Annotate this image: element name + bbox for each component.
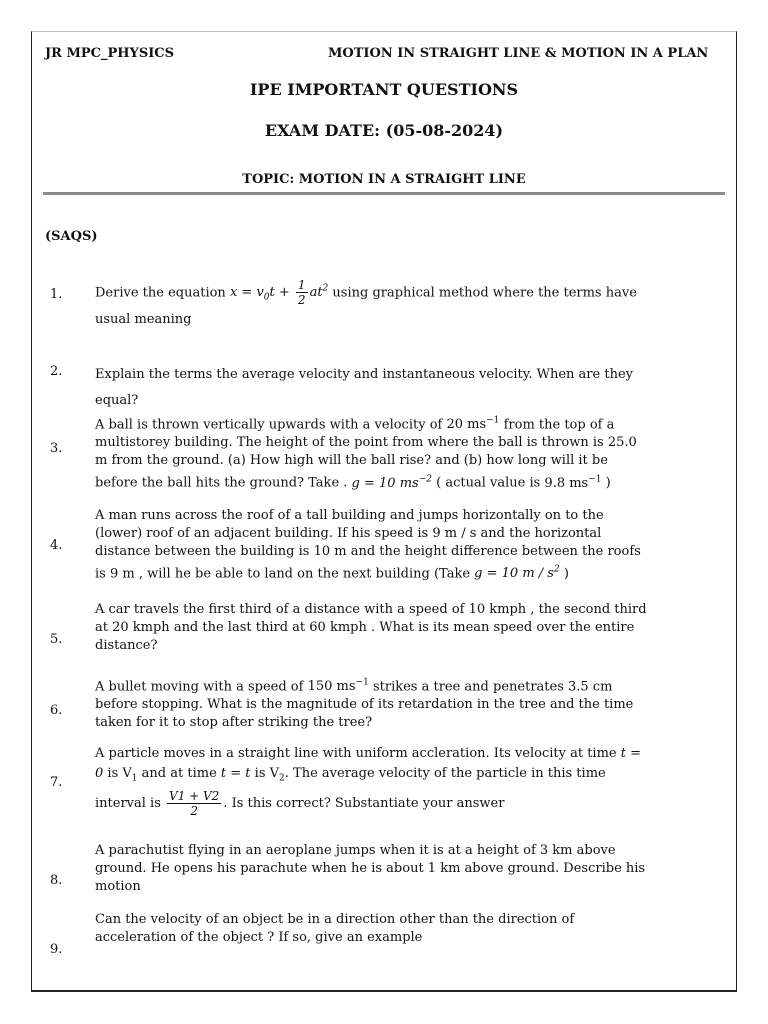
q7-text-d: is (254, 766, 266, 781)
question-text: Can the velocity of an object be in a direction other than the direction of acceleration of the object ? If so, give an example (95, 912, 575, 945)
question-text: A car travels the first third of a distance with a speed of 10 kmph , the second third at 20 kmph and the last third at 60 kmph . What is its mean speed over the entire distance? (95, 602, 647, 653)
q3-g-actual: 9.8 $ms^{-1}$ (544, 474, 602, 491)
question-text (95, 674, 647, 732)
question-text (95, 412, 647, 493)
exam-date: EXAM DATE: (05-08-2024) (264, 121, 504, 140)
q7-v2: $V_2$ (269, 766, 285, 784)
divider (43, 192, 725, 195)
header-right: MOTION IN STRAIGHT LINE & MOTION IN A PLAN (328, 46, 709, 61)
q6-speed: 150 $ms^{-1}$ (307, 678, 369, 695)
q4-text-c: ) (563, 566, 569, 582)
question-number: 9. (50, 942, 63, 957)
question-number: 6. (50, 703, 63, 718)
question-number: 1. (50, 287, 63, 302)
q7-text-c: and at time (141, 766, 217, 781)
q7-fraction: $\frac{V1 + V2}{2}$ (169, 788, 220, 818)
question-number: 8. (50, 873, 63, 888)
section-label: (SAQS) (45, 229, 98, 244)
q3-g: g = 10 $ms^{-2}$ (351, 474, 432, 491)
question-text-pre: Derive the equation (95, 285, 226, 301)
question-text (95, 744, 647, 818)
question-number: 2. (50, 364, 63, 379)
q3-text-d: ) (605, 475, 611, 491)
q7-tt: t = t (220, 766, 251, 781)
question-text (95, 278, 647, 331)
header-left: JR MPC_PHYSICS (45, 46, 175, 61)
q3-text-b: from the top of a multistorey building. The height of the point from where the ball is thrown is 25.0 m from the ground. (a) How high will the ball rise? and (b) how long will it be before the ball hits the ground? Take . (95, 417, 637, 491)
question-number: 7. (50, 775, 63, 790)
equation: $x = v_0t$ + $\frac{1}{2}$ $at^2$ (229, 278, 329, 308)
main-title: IPE IMPORTANT QUESTIONS (249, 80, 519, 99)
q6-text-b: strikes a tree and penetrates 3.5 cm before stopping. What is the magnitude of its retardation in the tree and the time taken for it to stop after striking the tree? (95, 679, 634, 731)
q7-text-a: A particle moves in a straight line with uniform accleration. Its velocity at time (95, 746, 617, 761)
q3-text-c: ( actual value is (436, 475, 541, 491)
q7-text-f: . Is this correct? Substantiate your answer (223, 795, 505, 811)
q4-speed: 9 m / s (432, 526, 477, 541)
q7-text-e: . The average velocity of the particle in this time interval is (95, 766, 606, 811)
q7-t0: t = 0 (95, 746, 642, 781)
question-number: 5. (50, 632, 63, 647)
q3-velocity: 20 $ms^{-1}$ (446, 416, 500, 433)
question-number: 3. (50, 441, 63, 456)
topic-title: TOPIC: MOTION IN A STRAIGHT LINE (242, 172, 526, 187)
question-number: 4. (50, 538, 63, 553)
q4-text-b: and the horizontal distance between the building is 10 m and the height difference between the roofs is 9 m , will he be able to land on the next building (Take (95, 526, 641, 582)
q3-text-a: A ball is thrown vertically upwards with a velocity of (95, 417, 443, 433)
question-text (95, 507, 647, 583)
q7-text-b: is (107, 766, 119, 781)
q4-text-a: A man runs across the roof of a tall building and jumps horizontally on to the (lower) roof of an adjacent building. If his speed is (95, 508, 604, 541)
question-text: Explain the terms the average velocity and instantaneous velocity. When are they equal? (95, 367, 633, 408)
q4-g: g = 10 m / $s^2$ (474, 565, 560, 582)
question-text: A parachutist flying in an aeroplane jumps when it is at a height of 3 km above ground. He opens his parachute when he is about 1 km above ground. Describe his motion (95, 843, 646, 894)
question-text-post: using graphical method where the terms have usual meaning (95, 285, 637, 327)
q7-v1: $V_1$ (122, 766, 138, 784)
q6-text-a: A bullet moving with a speed of (95, 679, 304, 695)
